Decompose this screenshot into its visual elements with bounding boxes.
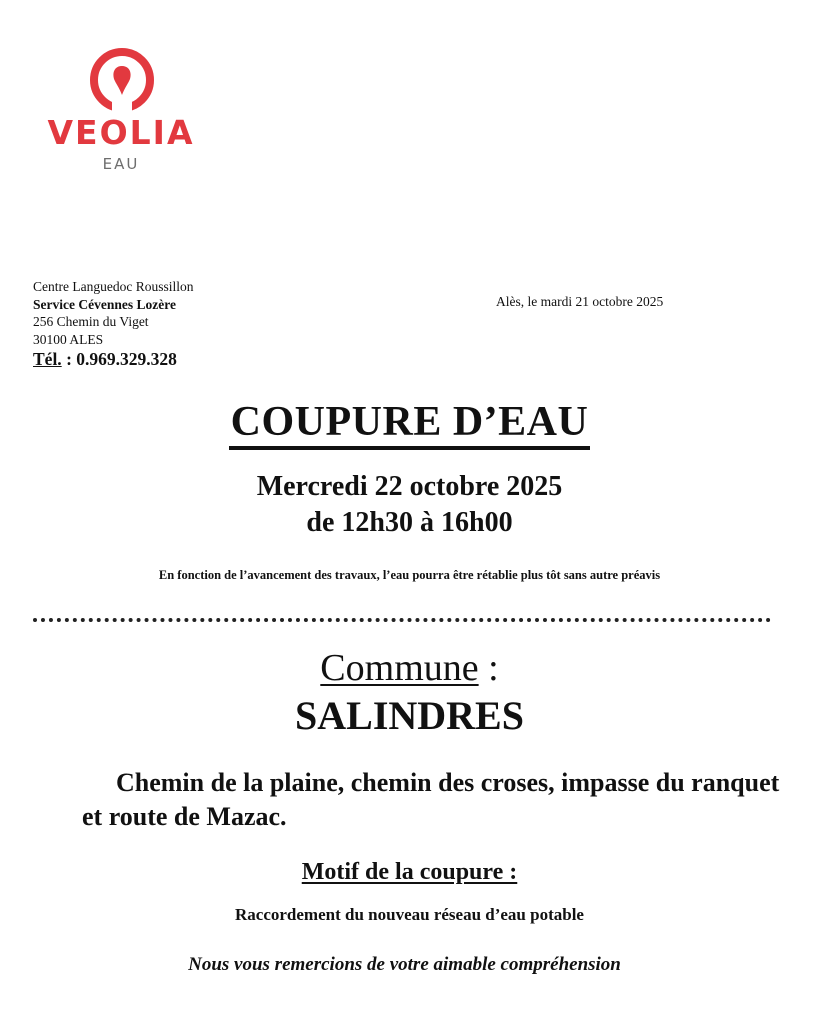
sender-city: 30100 ALES — [33, 331, 104, 347]
phone-label: Tél. — [33, 349, 62, 369]
sender-center: Centre Languedoc Roussillon — [33, 279, 194, 294]
motif-text: Raccordement du nouveau réseau d’eau potable — [235, 905, 584, 924]
commune-label: Commune — [320, 647, 479, 689]
notice-text: En fonction de l’avancement des travaux, l’eau pourra être rétablie plus tôt sans autre préavis — [158, 568, 661, 582]
sender-service: Service Cévennes Lozère — [33, 296, 176, 312]
motif-label: Motif de la coupure : — [301, 859, 518, 885]
commune-name: SALINDRES — [295, 693, 524, 738]
page-title: COUPURE D’EAU — [229, 400, 591, 450]
phone-number: 0.969.329.328 — [76, 349, 177, 369]
letter-date: Alès, le mardi 21 octobre 2025 — [496, 294, 664, 309]
outage-date: Mercredi 22 octobre 2025 — [256, 471, 563, 502]
outage-time: de 12h30 à 16h00 — [306, 507, 513, 538]
motif-heading — [0, 859, 819, 886]
brand-sub: EAU — [102, 155, 140, 173]
commune-heading — [0, 646, 819, 690]
veolia-logo — [36, 48, 206, 178]
phone-sep: : — [61, 349, 77, 369]
commune-colon: : — [478, 647, 499, 689]
page-title-wrap — [0, 400, 819, 450]
brand-name: VEOLIA — [47, 113, 195, 152]
affected-streets: Chemin de la plaine, chemin des croses, impasse du ranquet et route de Mazac. — [82, 768, 780, 831]
sender-address: 256 Chemin du Viget — [33, 314, 149, 329]
sender-block — [33, 278, 193, 370]
veolia-logo-icon — [86, 48, 158, 112]
dotted-divider — [33, 618, 771, 622]
sender-phone — [33, 348, 193, 370]
thanks-text: Nous vous remercions de votre aimable compréhension — [188, 954, 621, 975]
